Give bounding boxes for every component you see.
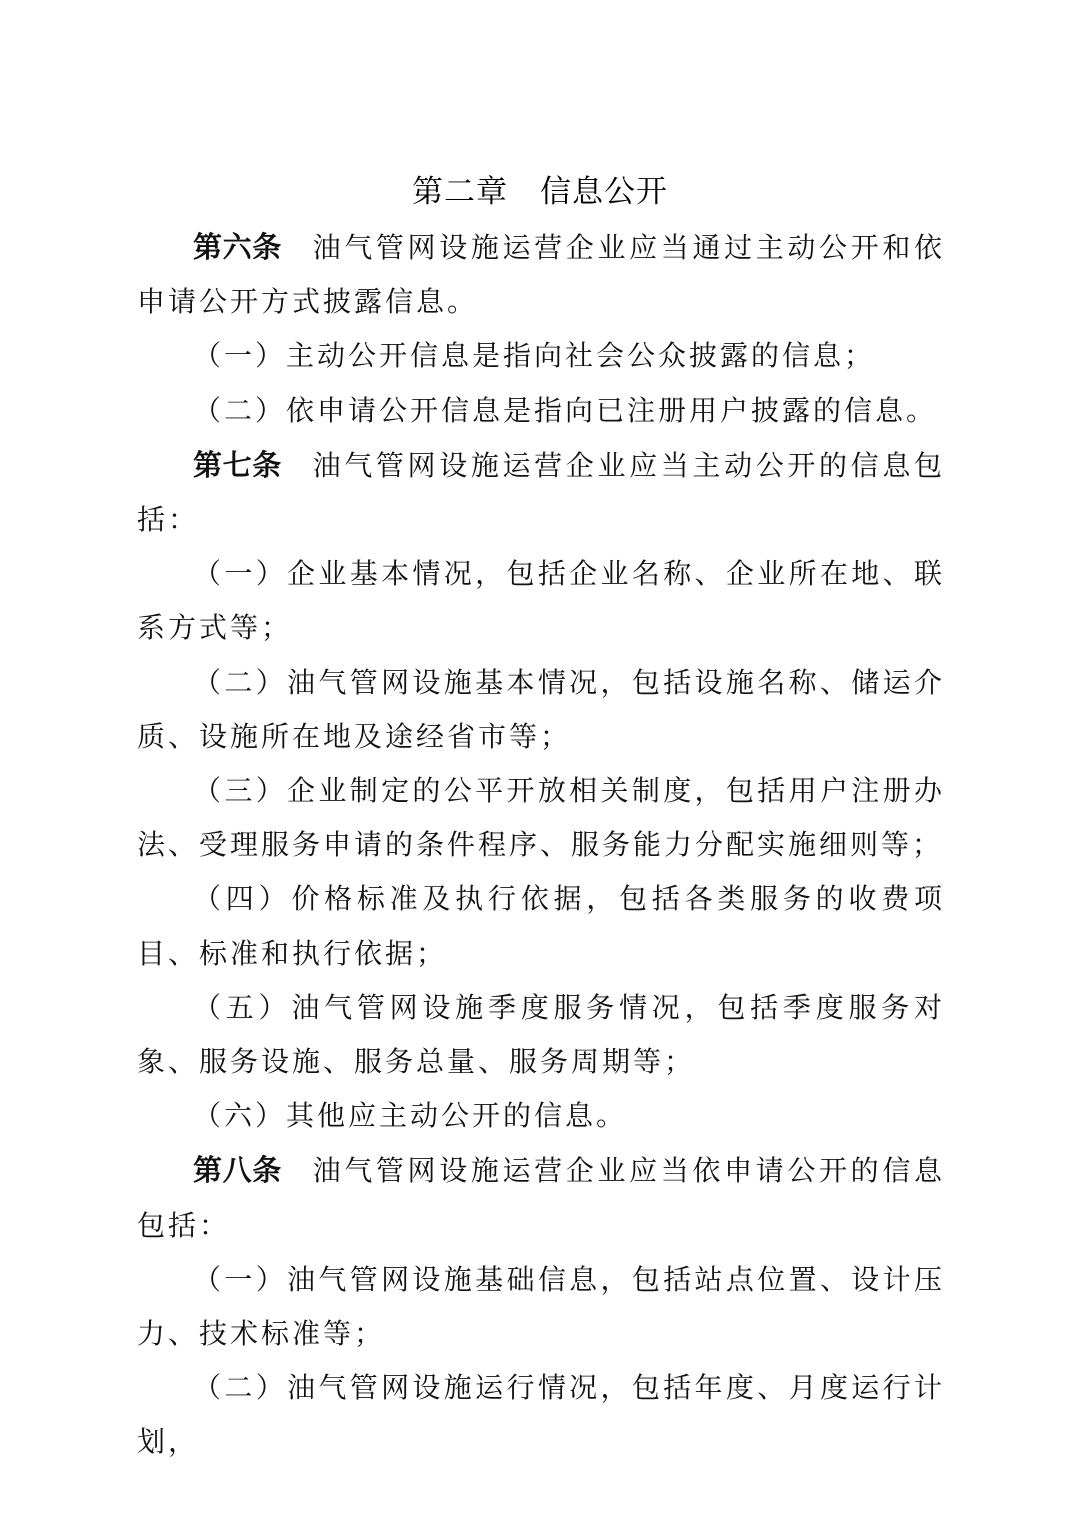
article-6 bbox=[137, 220, 945, 329]
article-7-label: 第七条 bbox=[193, 447, 282, 482]
article-8-text: 油气管网设施运营企业应当依申请公开的信息包括： bbox=[137, 1154, 945, 1242]
article-6-label: 第六条 bbox=[193, 230, 282, 264]
article-6-item-1: （一）主动公开信息是指向社会公众披露的信息； bbox=[193, 339, 876, 373]
article-7-item-1: （一）企业基本情况，包括企业名称、企业所在地、联系方式等； bbox=[137, 557, 945, 645]
article-7-item-5: （五）油气管网设施季度服务情况，包括季度服务对象、服务设施、服务总量、服务周期等； bbox=[137, 990, 945, 1079]
article-7-item-2: （二）油气管网设施基本情况，包括设施名称、储运介质、设施所在地及途经省市等； bbox=[137, 665, 945, 753]
chapter-title: 第二章 信息公开 bbox=[412, 174, 668, 210]
article-8-item-2: （二）油气管网设施运行情况，包括年度、月度运行计划， bbox=[137, 1371, 945, 1459]
document-body bbox=[137, 220, 945, 1470]
article-7 bbox=[137, 438, 945, 547]
article-7-item-3: （三）企业制定的公平开放相关制度，包括用户注册办法、受理服务申请的条件程序、服务能力分配实施细则等； bbox=[137, 774, 945, 862]
article-6-item-2: （二）依申请公开信息是指向已注册用户披露的信息。 bbox=[193, 393, 938, 427]
article-8-item-1: （一）油气管网设施基础信息，包括站点位置、设计压力、技术标准等； bbox=[137, 1262, 945, 1351]
article-6-text: 油气管网设施运营企业应当通过主动公开和依申请公开方式披露信息。 bbox=[137, 231, 945, 319]
article-8 bbox=[137, 1143, 945, 1252]
article-8-label: 第八条 bbox=[193, 1153, 282, 1188]
article-7-item-4: （四）价格标准及执行依据，包括各类服务的收费项目、标准和执行依据； bbox=[137, 882, 945, 970]
article-7-item-6: （六）其他应主动公开的信息。 bbox=[193, 1099, 628, 1133]
article-7-text: 油气管网设施运营企业应当主动公开的信息包括： bbox=[137, 448, 945, 537]
